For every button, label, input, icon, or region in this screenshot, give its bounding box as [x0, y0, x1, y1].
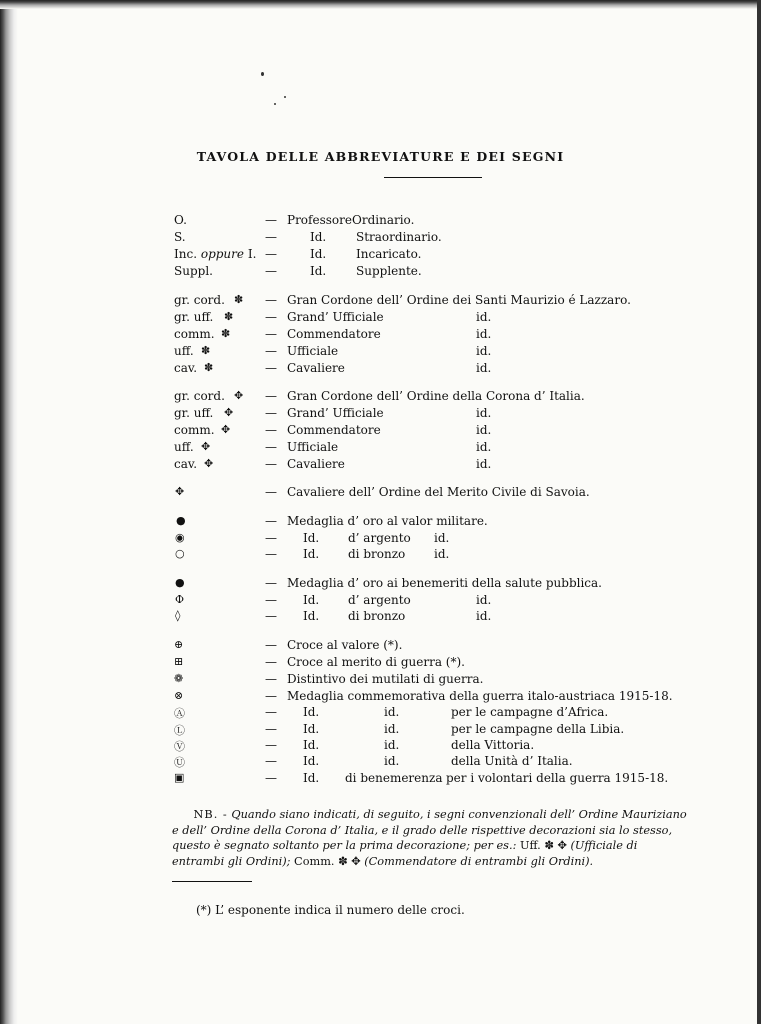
- libya-medal-icon: Ⓛ: [174, 724, 185, 737]
- meaning-id: id.: [476, 457, 492, 471]
- meaning: Ufficiale: [287, 344, 339, 358]
- scan-speck: [261, 72, 264, 76]
- meaning: Id.: [310, 264, 327, 278]
- meaning-id: id.: [434, 547, 450, 561]
- abbrev: gr. uff.: [174, 310, 214, 324]
- abbrev: comm.: [174, 327, 215, 341]
- meaning: Medaglia d’ oro ai benemeriti della salute pubblica.: [287, 576, 602, 590]
- meaning-id: id.: [476, 440, 492, 454]
- crown-cross-icon: ✥: [201, 440, 211, 453]
- dash: —: [265, 423, 277, 437]
- dash: —: [265, 514, 277, 528]
- scan-speck: [274, 103, 276, 105]
- gold-health-medal-icon: ●: [175, 576, 185, 589]
- abbrev: comm.: [174, 423, 215, 437]
- abbrev-row: [0, 293, 761, 310]
- abbrev: S.: [174, 230, 186, 244]
- abbrev-row: [0, 754, 761, 771]
- abbrev-row: [0, 609, 761, 626]
- dash: —: [265, 576, 277, 590]
- meaning-2: Straordinario.: [356, 230, 442, 244]
- dash: —: [265, 310, 277, 324]
- meaning: Id.: [303, 593, 320, 607]
- abbrev-row: [0, 423, 761, 440]
- note-text: (Ufficiale di entrambi gli Ordini);: [172, 839, 638, 868]
- dash: —: [265, 264, 277, 278]
- dash: —: [265, 705, 277, 719]
- crown-cross-icon: ✥: [351, 854, 361, 868]
- abbrev: uff.: [174, 440, 194, 454]
- meaning-2: Supplente.: [356, 264, 422, 278]
- meaning-2: d’ argento: [348, 531, 411, 545]
- volunteer-medal-icon: ▣: [174, 771, 185, 784]
- dash: —: [265, 457, 277, 471]
- crown-cross-icon: ✥: [204, 457, 214, 470]
- meaning: Id.: [310, 230, 327, 244]
- abbrev: gr. uff.: [174, 406, 214, 420]
- meaning: Id.: [303, 531, 320, 545]
- abbrev-row: [0, 576, 761, 593]
- dash: —: [265, 485, 277, 499]
- meaning-2: Ordinario.: [352, 213, 415, 227]
- meaning-3: della Unità d’ Italia.: [451, 754, 573, 768]
- dash: —: [265, 440, 277, 454]
- abbrev: cav.: [174, 457, 198, 471]
- note-paragraph: [172, 807, 692, 869]
- dash: —: [265, 247, 277, 261]
- abbrev-row: [0, 389, 761, 406]
- meaning-2: d’ argento: [348, 593, 411, 607]
- note-text: Quando siano indicati, di seguito, i segni convenzionali dell’ Ordine Mauriziano e dell’ Ordine della Corona d’ Italia, e il grado delle rispettive decorazioni sia lo stesso, questo è segnato soltanto per la prima decorazione; per es.:: [172, 808, 687, 852]
- abbrev-row: [0, 264, 761, 281]
- meaning-id: id.: [476, 593, 492, 607]
- meaning: Id.: [303, 609, 320, 623]
- bronze-medal-icon: ○: [175, 547, 185, 560]
- dash: —: [265, 547, 277, 561]
- abbrev: gr. cord.: [174, 293, 225, 307]
- dash: —: [265, 689, 277, 703]
- abbrev: cav.: [174, 361, 198, 375]
- dash: —: [265, 389, 277, 403]
- dash: —: [265, 213, 277, 227]
- meaning-2: Incaricato.: [356, 247, 422, 261]
- abbrev-row: [0, 406, 761, 423]
- dash: —: [265, 638, 277, 652]
- meaning: Id.: [303, 705, 320, 719]
- dash: —: [265, 344, 277, 358]
- meaning: Id.: [303, 547, 320, 561]
- meaning: Commendatore: [287, 423, 381, 437]
- meaning-id: id.: [434, 531, 450, 545]
- meaning: Id.: [303, 738, 320, 752]
- dash: —: [265, 609, 277, 623]
- note-label: NB. -: [193, 808, 228, 821]
- dash: —: [265, 672, 277, 686]
- meaning: Distintivo dei mutilati di guerra.: [287, 672, 484, 686]
- crown-cross-icon: ✥: [234, 389, 244, 402]
- abbrev-row: [0, 344, 761, 361]
- dash: —: [265, 230, 277, 244]
- scan-speck: [284, 96, 286, 98]
- meaning: Cavaliere: [287, 361, 345, 375]
- meaning: Id.: [303, 722, 320, 736]
- dash: —: [265, 327, 277, 341]
- meaning: Commendatore: [287, 327, 381, 341]
- bronze-health-medal-icon: ◊: [175, 609, 181, 622]
- title-underline: [384, 177, 482, 178]
- mauriziano-cross-icon: ✽: [544, 839, 554, 852]
- abbrev-row: [0, 213, 761, 230]
- abbrev-row: [0, 361, 761, 378]
- abbrev-row: [0, 514, 761, 531]
- abbrev: Suppl.: [174, 264, 213, 278]
- crown-cross-icon: ✥: [221, 423, 231, 436]
- abbrev-row: [0, 705, 761, 722]
- mutilated-badge-icon: ❁: [174, 672, 184, 685]
- abbrev: Inc. oppure I.: [174, 247, 257, 261]
- meaning: Cavaliere: [287, 457, 345, 471]
- mauriziano-cross-icon: ✽: [201, 344, 211, 357]
- dash: —: [265, 738, 277, 752]
- dash: —: [265, 293, 277, 307]
- silver-health-medal-icon: Φ: [175, 593, 185, 606]
- valor-cross-icon: ⊕: [174, 638, 184, 651]
- meaning: Cavaliere dell’ Ordine del Merito Civile di Savoia.: [287, 485, 590, 499]
- meaning: Id.: [303, 754, 320, 768]
- meaning: Medaglia commemorativa della guerra italo-austriaca 1915-18.: [287, 689, 673, 703]
- meaning: Id.: [310, 247, 327, 261]
- meaning: Croce al merito di guerra (*).: [287, 655, 465, 669]
- mauriziano-cross-icon: ✽: [204, 361, 214, 374]
- dash: —: [265, 722, 277, 736]
- abbrev-row: [0, 593, 761, 610]
- footnote: (*) L’ esponente indica il numero delle croci.: [196, 903, 465, 917]
- meaning-id: id.: [476, 423, 492, 437]
- meaning-3: per le campagne della Libia.: [451, 722, 625, 736]
- africa-medal-icon: Ⓐ: [174, 707, 185, 720]
- abbrev-row: [0, 547, 761, 564]
- crown-cross-icon: ✥: [224, 406, 234, 419]
- dash: —: [265, 531, 277, 545]
- gold-medal-icon: ●: [176, 514, 186, 527]
- meaning-3: per i volontari della guerra 1915-18.: [446, 771, 669, 785]
- abbrev-row: [0, 247, 761, 264]
- meaning-id: id.: [476, 327, 492, 341]
- unity-medal-icon: Ⓤ: [174, 756, 185, 769]
- page-title: TAVOLA DELLE ABBREVIATURE E DEI SEGNI: [196, 149, 565, 164]
- meaning-2: id.: [384, 754, 400, 768]
- meaning-2: di benemerenza: [345, 771, 443, 785]
- meaning-id: id.: [476, 310, 492, 324]
- meaning: Grand’ Ufficiale: [287, 310, 384, 324]
- abbrev-row: [0, 771, 761, 788]
- meaning-3: per le campagne d’Africa.: [451, 705, 609, 719]
- mauriziano-cross-icon: ✽: [224, 310, 234, 323]
- abbrev-row: [0, 230, 761, 247]
- note-example: Comm.: [294, 854, 335, 868]
- meaning: Ufficiale: [287, 440, 339, 454]
- abbrev-row: [0, 457, 761, 474]
- meaning-id: id.: [476, 344, 492, 358]
- commemorative-medal-icon: ⊗: [174, 689, 184, 702]
- abbrev: uff.: [174, 344, 194, 358]
- dash: —: [265, 754, 277, 768]
- meaning: Grand’ Ufficiale: [287, 406, 384, 420]
- mauriziano-cross-icon: ✽: [221, 327, 231, 340]
- dash: —: [265, 406, 277, 420]
- dash: —: [265, 771, 277, 785]
- meaning-id: id.: [476, 361, 492, 375]
- dash: —: [265, 593, 277, 607]
- war-merit-cross-icon: ⊞: [174, 655, 184, 668]
- page-top-edge: [0, 0, 761, 9]
- abbrev: O.: [174, 213, 187, 227]
- meaning-3: della Vittoria.: [451, 738, 535, 752]
- meaning-id: id.: [476, 609, 492, 623]
- abbrev: gr. cord.: [174, 389, 225, 403]
- abbrev-row: [0, 531, 761, 548]
- victory-medal-icon: Ⓥ: [174, 740, 185, 753]
- mauriziano-cross-icon: ✽: [234, 293, 244, 306]
- dash: —: [265, 655, 277, 669]
- footnote-rule: [172, 881, 252, 882]
- abbrev-row: [0, 638, 761, 655]
- meaning: Medaglia d’ oro al valor militare.: [287, 514, 488, 528]
- silver-medal-icon: ◉: [175, 531, 185, 544]
- abbrev-row: [0, 440, 761, 457]
- note-example: Uff.: [519, 839, 541, 852]
- mauriziano-cross-icon: ✽: [338, 854, 348, 868]
- meaning: Croce al valore (*).: [287, 638, 403, 652]
- meaning: Id.: [303, 771, 320, 785]
- meaning: Professore: [287, 213, 352, 227]
- meaning: Gran Cordone dell’ Ordine dei Santi Maurizio é Lazzaro.: [287, 293, 631, 307]
- abbrev-row: [0, 689, 761, 706]
- note-text: (Commendatore di entrambi gli Ordini).: [364, 854, 594, 868]
- abbrev-row: [0, 672, 761, 689]
- meaning: Gran Cordone dell’ Ordine della Corona d’ Italia.: [287, 389, 585, 403]
- crown-cross-icon: ✥: [557, 839, 567, 852]
- meaning-2: id.: [384, 705, 400, 719]
- abbrev-row: [0, 655, 761, 672]
- abbrev-row: [0, 738, 761, 755]
- abbrev-row: [0, 327, 761, 344]
- meaning-2: id.: [384, 738, 400, 752]
- abbrev-row: [0, 485, 761, 502]
- meaning-2: id.: [384, 722, 400, 736]
- meaning-2: di bronzo: [348, 609, 406, 623]
- meaning-id: id.: [476, 406, 492, 420]
- abbrev-row: [0, 310, 761, 327]
- dash: —: [265, 361, 277, 375]
- meaning-2: di bronzo: [348, 547, 406, 561]
- abbrev-row: [0, 722, 761, 739]
- civil-merit-cross-icon: ✥: [175, 485, 185, 498]
